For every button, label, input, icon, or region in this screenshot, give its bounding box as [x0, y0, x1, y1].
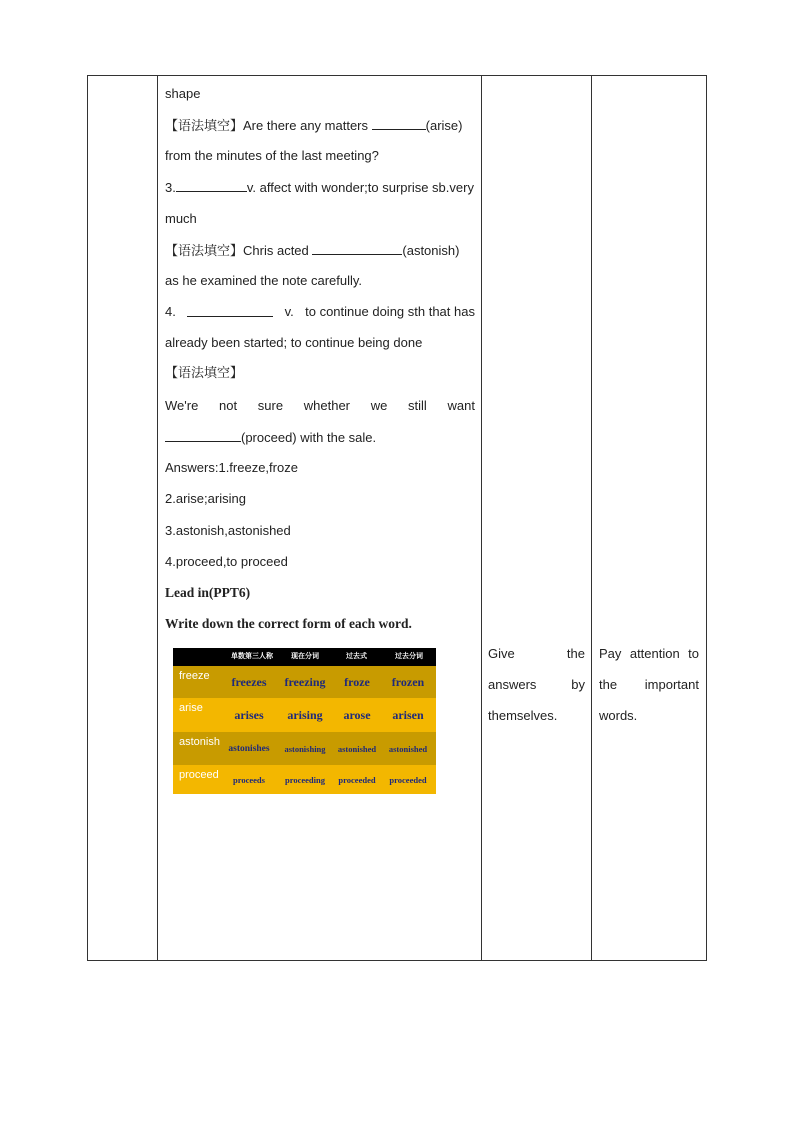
- text-line: much: [165, 211, 197, 226]
- word-form: froze: [344, 674, 370, 689]
- base-word: proceed: [179, 769, 219, 781]
- word-form: arisen: [392, 707, 424, 722]
- student-activity-cell: [488, 646, 585, 739]
- exercise-tag: 【语法填空】: [165, 366, 244, 381]
- answer-line: Answers:1.freeze,froze: [165, 460, 298, 475]
- text: 3.: [165, 180, 176, 195]
- vocab-line: [165, 179, 474, 196]
- text: Chris acted: [243, 243, 309, 258]
- word-form: arose: [343, 707, 371, 722]
- answer-line: 2.arise;arising: [165, 491, 246, 506]
- word: the: [599, 677, 618, 692]
- exercise-tag: 【语法填空】: [165, 119, 244, 134]
- text-line: [165, 429, 376, 446]
- text: to continue doing sth that has: [305, 304, 475, 319]
- answer-blank: [165, 429, 241, 442]
- word-form: frozen: [391, 674, 425, 689]
- word: themselves.: [488, 708, 558, 723]
- answer-line: 3.astonish,astonished: [165, 523, 291, 538]
- word: by: [571, 677, 585, 692]
- word-forms-slide: [173, 648, 436, 794]
- word: Give: [488, 646, 515, 661]
- text-line: [599, 677, 699, 708]
- design-purpose-cell: [599, 646, 699, 739]
- base-word: astonish: [179, 736, 220, 748]
- text: 4.: [165, 304, 176, 319]
- text-line: [599, 708, 699, 739]
- instruction-line: Write down the correct form of each word.: [165, 616, 412, 631]
- text-line: shape: [165, 86, 201, 101]
- text-line: as he examined the note carefully.: [165, 273, 363, 288]
- exercise-tag: 【语法填空】: [165, 244, 244, 259]
- word: we: [370, 398, 388, 413]
- word-form: proceeded: [389, 774, 427, 785]
- exercise-line: [165, 117, 462, 135]
- base-word: arise: [179, 702, 203, 714]
- word-form: arises: [234, 707, 264, 722]
- word: We're: [165, 398, 199, 413]
- text-line: [165, 398, 475, 414]
- word: the: [566, 646, 585, 661]
- text: (proceed) with the sale.: [241, 430, 377, 445]
- word: attention: [629, 646, 680, 661]
- vocab-line: [165, 304, 475, 320]
- text-line: [488, 646, 585, 677]
- text: (astonish): [402, 243, 460, 258]
- word: answers: [488, 677, 537, 692]
- text-line: [599, 646, 699, 677]
- answer-line: 4.proceed,to proceed: [165, 554, 288, 569]
- column-header: 现在分词: [291, 651, 319, 660]
- text: v. affect with wonder;to surprise sb.very: [246, 180, 474, 195]
- answer-blank: [187, 304, 273, 317]
- word: sure: [257, 398, 284, 413]
- column-divider: [481, 76, 482, 960]
- text-line: [488, 677, 585, 708]
- word-form: freezing: [284, 674, 326, 689]
- word-form: astonishes: [228, 743, 270, 754]
- slide-row-proceed: [173, 765, 436, 794]
- base-word: freeze: [179, 670, 210, 682]
- column-divider: [591, 76, 592, 960]
- column-header: 过去分词: [395, 651, 423, 660]
- word: still: [408, 398, 427, 413]
- word-form: proceeded: [338, 774, 376, 785]
- column-header: 过去式: [346, 651, 367, 660]
- word-form: astonishing: [284, 743, 326, 754]
- word-form: arising: [287, 707, 323, 722]
- word: to: [688, 646, 699, 661]
- column-divider: [157, 76, 158, 960]
- lesson-table: [87, 75, 707, 961]
- text-line: already been started; to continue being done: [165, 335, 423, 350]
- slide-row-freeze: [173, 666, 436, 698]
- word: whether: [303, 398, 350, 413]
- word: words.: [599, 708, 638, 723]
- word: Pay: [599, 646, 622, 661]
- text: (arise): [425, 118, 463, 133]
- answer-blank: [372, 117, 426, 130]
- word: not: [219, 398, 238, 413]
- word-form: freezes: [231, 674, 267, 689]
- text: v.: [284, 304, 294, 319]
- word-form: astonished: [388, 743, 428, 754]
- slide-header-row: [173, 648, 436, 666]
- word-form: proceeds: [233, 774, 265, 785]
- text: Are there any matters: [243, 118, 369, 133]
- text-line: from the minutes of the last meeting?: [165, 148, 379, 163]
- word-form: proceeding: [285, 774, 325, 785]
- exercise-line: [165, 242, 459, 260]
- slide-row-astonish: [173, 732, 436, 765]
- word: important: [644, 677, 699, 692]
- text-line: [488, 708, 585, 739]
- answer-blank: [312, 242, 402, 255]
- answer-blank: [176, 179, 247, 192]
- column-header: 单数第三人称: [231, 651, 273, 660]
- section-heading: Lead in(PPT6): [165, 585, 251, 600]
- word: want: [447, 398, 475, 413]
- slide-row-arise: [173, 698, 436, 732]
- word-form: astonished: [337, 743, 377, 754]
